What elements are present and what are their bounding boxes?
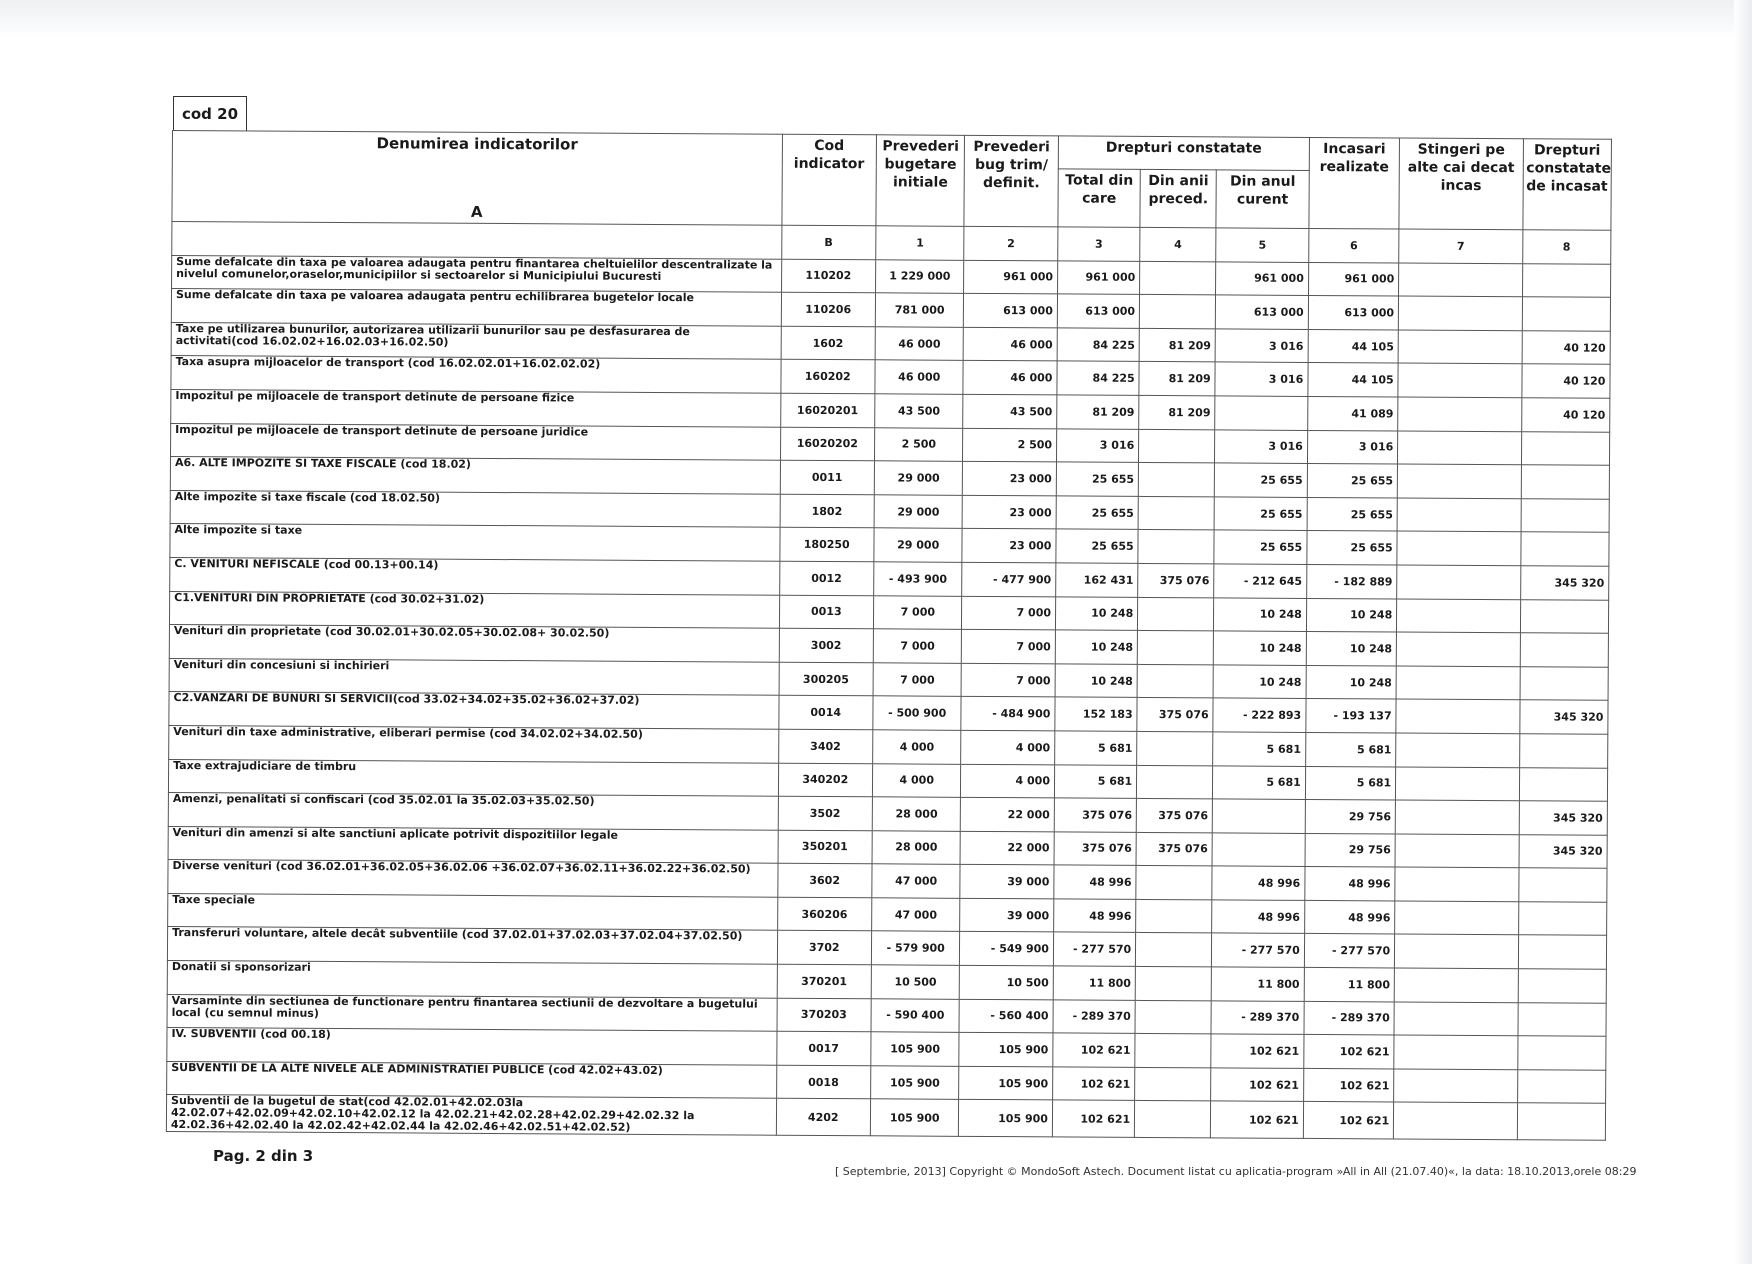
cell-prevederi-initiale: 7 000 <box>873 629 962 663</box>
header-drepturi-constatate: Drepturi constatate <box>1058 136 1309 170</box>
cell-prevederi-definitive: 613 000 <box>964 294 1058 328</box>
cell-drepturi-de-incasat: 345 320 <box>1520 566 1609 600</box>
cell-total-drepturi: 10 248 <box>1055 596 1137 630</box>
cell-indicator-name: Venituri din proprietate (cod 30.02.01+30.02.05+30.02.08+ 30.02.50) <box>169 625 779 662</box>
cell-din-anii-precedenti <box>1137 765 1213 799</box>
cell-cod-indicator: 370203 <box>777 998 872 1032</box>
cell-drepturi-de-incasat <box>1518 868 1607 902</box>
cell-cod-indicator: 160202 <box>780 360 875 394</box>
header-row-1 <box>172 131 1611 172</box>
cell-incasari-realizate: - 193 137 <box>1306 699 1397 733</box>
cell-incasari-realizate: - 289 370 <box>1304 1001 1395 1035</box>
cell-prevederi-initiale: 47 000 <box>872 864 961 898</box>
cell-drepturi-de-incasat: 40 120 <box>1521 398 1610 432</box>
cell-incasari-realizate: - 277 570 <box>1304 934 1395 968</box>
cell-prevederi-initiale: - 493 900 <box>874 562 963 596</box>
cell-total-drepturi: 5 681 <box>1055 731 1137 765</box>
cell-din-anul-curent: 613 000 <box>1216 295 1309 329</box>
cell-din-anul-curent: 102 621 <box>1211 1068 1304 1102</box>
cell-indicator-name: C. VENITURI NEFISCALE (cod 00.13+00.14) <box>170 557 780 594</box>
cell-drepturi-de-incasat: 345 320 <box>1519 834 1608 868</box>
cell-din-anii-precedenti <box>1135 1067 1211 1101</box>
cell-total-drepturi: 152 183 <box>1055 697 1137 731</box>
cell-stingeri <box>1394 968 1518 1002</box>
cell-cod-indicator: 3502 <box>778 796 873 830</box>
cell-stingeri <box>1394 1102 1518 1140</box>
cell-stingeri <box>1396 666 1520 700</box>
cell-stingeri <box>1396 733 1520 767</box>
cell-prevederi-definitive: 105 900 <box>959 1033 1053 1067</box>
cell-din-anul-curent: - 277 570 <box>1212 933 1305 967</box>
cell-cod-indicator: 3602 <box>777 863 872 897</box>
cell-prevederi-initiale: 7 000 <box>873 663 962 697</box>
cell-drepturi-de-incasat: 345 320 <box>1519 801 1608 835</box>
cell-indicator-name: C1.VENITURI DIN PROPRIETATE (cod 30.02+31.02) <box>169 591 779 628</box>
cell-din-anii-precedenti <box>1136 899 1212 933</box>
cell-prevederi-definitive: - 560 400 <box>959 999 1053 1033</box>
cell-din-anii-precedenti <box>1135 966 1211 1000</box>
cell-indicator-name: A6. ALTE IMPOZITE SI TAXE FISCALE (cod 18.02) <box>170 457 780 494</box>
cell-din-anul-curent: 102 621 <box>1211 1101 1304 1139</box>
cell-cod-indicator: 360206 <box>777 897 872 931</box>
cell-drepturi-de-incasat <box>1522 297 1611 331</box>
cell-din-anul-curent: 11 800 <box>1211 967 1304 1001</box>
cell-incasari-realizate: 11 800 <box>1304 967 1395 1001</box>
copyright-notice: [ Septembrie, 2013] Copyright © MondoSoft Astech. Document listat cu aplicatia-program »All in All (21.07.40)«, la data: 18.10.2013,orele 08:29 <box>835 1165 1637 1178</box>
cell-cod-indicator: 110202 <box>781 259 876 293</box>
cell-stingeri <box>1397 531 1521 565</box>
cell-prevederi-initiale: 47 000 <box>872 898 961 932</box>
cell-din-anul-curent: 5 681 <box>1213 765 1306 799</box>
cell-prevederi-initiale: 29 000 <box>874 495 963 529</box>
cell-total-drepturi: 81 209 <box>1057 395 1139 429</box>
cell-prevederi-initiale: 2 500 <box>875 427 964 461</box>
cell-indicator-name: Venituri din taxe administrative, eliberari permise (cod 34.02.02+34.02.50) <box>169 725 779 762</box>
cell-drepturi-de-incasat <box>1519 734 1608 768</box>
cell-cod-indicator: 370201 <box>777 964 872 998</box>
cell-cod-indicator: 0017 <box>776 1031 871 1065</box>
cell-din-anul-curent: 48 996 <box>1212 866 1305 900</box>
cell-din-anii-precedenti <box>1137 731 1213 765</box>
cell-stingeri <box>1398 363 1522 397</box>
cell-prevederi-definitive: 7 000 <box>962 596 1056 630</box>
cell-total-drepturi: 48 996 <box>1054 899 1136 933</box>
cell-din-anii-precedenti <box>1138 530 1214 564</box>
cell-din-anul-curent: 102 621 <box>1211 1034 1304 1068</box>
cell-prevederi-initiale: 28 000 <box>872 830 961 864</box>
cell-incasari-realizate: 25 655 <box>1307 464 1398 498</box>
cell-prevederi-definitive: - 549 900 <box>960 932 1054 966</box>
cell-stingeri <box>1394 1035 1518 1069</box>
cell-cod-indicator: 3402 <box>778 729 873 763</box>
cell-incasari-realizate: 102 621 <box>1303 1102 1394 1140</box>
cell-indicator-name: Taxe speciale <box>168 893 778 930</box>
cell-prevederi-definitive: 39 000 <box>960 898 1054 932</box>
cell-prevederi-initiale: 7 000 <box>874 595 963 629</box>
cell-indicator-name: Sume defalcate din taxa pe valoarea adaugata pentru finantarea cheltuielilor descentralizate la nivelul comunelor,oraselor,municipiilor si sectoarelor si Municipiului Bucuresti <box>172 255 782 292</box>
col-num-7: 7 <box>1399 229 1523 263</box>
cell-prevederi-definitive: 23 000 <box>963 495 1057 529</box>
cell-stingeri <box>1397 565 1521 599</box>
cell-cod-indicator: 0013 <box>779 595 874 629</box>
cell-cod-indicator: 340202 <box>778 763 873 797</box>
cell-din-anii-precedenti: 375 076 <box>1138 563 1214 597</box>
cell-total-drepturi: 102 621 <box>1052 1100 1134 1138</box>
cell-indicator-name: Taxe extrajudiciare de timbru <box>168 759 778 796</box>
cell-indicator-name: Sume defalcate din taxa pe valoarea adaugata pentru echilibrarea bugetelor locale <box>171 289 781 326</box>
header-prevederi-initiale: Prevederi bugetare initiale <box>876 135 965 227</box>
cell-prevederi-initiale: - 500 900 <box>873 696 962 730</box>
cell-din-anii-precedenti <box>1139 295 1215 329</box>
table-body <box>166 222 1611 1141</box>
cell-total-drepturi: 961 000 <box>1057 261 1139 295</box>
cell-indicator-name: Impozitul pe mijloacele de transport detinute de persoane juridice <box>171 423 781 460</box>
cell-total-drepturi: 375 076 <box>1054 832 1136 866</box>
cell-din-anul-curent: 3 016 <box>1215 362 1308 396</box>
cell-drepturi-de-incasat <box>1518 935 1607 969</box>
cell-total-drepturi: 5 681 <box>1054 764 1136 798</box>
cell-total-drepturi: 25 655 <box>1056 529 1138 563</box>
cell-indicator-name: SUBVENTII DE LA ALTE NIVELE ALE ADMINISTRATIEI PUBLICE (cod 42.02+43.02) <box>167 1061 777 1098</box>
cell-prevederi-definitive: 22 000 <box>961 797 1055 831</box>
cell-prevederi-initiale: 105 900 <box>870 1099 959 1137</box>
col-letter-b: B <box>781 225 876 259</box>
cell-total-drepturi: 3 016 <box>1056 428 1138 462</box>
cell-cod-indicator: 4202 <box>776 1099 871 1137</box>
header-din-anii-precedenti: Din anii preced. <box>1140 169 1216 228</box>
header-stingeri: Stingeri pe alte cai decat incas <box>1399 138 1523 230</box>
cell-incasari-realizate: 48 996 <box>1305 867 1396 901</box>
cell-indicator-name: C2.VANZARI DE BUNURI SI SERVICII(cod 33.02+34.02+35.02+36.02+37.02) <box>169 692 779 729</box>
cell-prevederi-initiale: 105 900 <box>871 1066 960 1100</box>
cell-prevederi-definitive: 961 000 <box>964 260 1058 294</box>
cell-stingeri <box>1396 632 1520 666</box>
cell-prevederi-definitive: 2 500 <box>963 428 1057 462</box>
cell-indicator-name: Diverse venituri (cod 36.02.01+36.02.05+36.02.06 +36.02.07+36.02.11+36.02.22+36.02.50) <box>168 860 778 897</box>
cell-din-anii-precedenti <box>1135 1000 1211 1034</box>
cell-prevederi-definitive: 4 000 <box>961 730 1055 764</box>
cell-prevederi-definitive: 105 900 <box>959 1100 1053 1138</box>
cell-din-anul-curent: 10 248 <box>1213 631 1306 665</box>
header-indicator-name-text: Denumirea indicatorilor <box>376 134 578 154</box>
cell-din-anul-curent: 3 016 <box>1215 429 1308 463</box>
cell-incasari-realizate: 48 996 <box>1304 900 1395 934</box>
col-num-3: 3 <box>1058 227 1140 261</box>
cell-stingeri <box>1397 599 1521 633</box>
cell-din-anul-curent: 25 655 <box>1214 530 1307 564</box>
cell-stingeri <box>1394 1002 1518 1036</box>
cell-indicator-name: Taxa asupra mijloacelor de transport (cod 16.02.02.01+16.02.02.02) <box>171 356 781 393</box>
cell-prevederi-initiale: 10 500 <box>871 965 960 999</box>
cell-din-anul-curent: 3 016 <box>1215 329 1308 363</box>
cell-prevederi-initiale: 781 000 <box>875 293 964 327</box>
cell-din-anul-curent <box>1212 833 1305 867</box>
cell-din-anii-precedenti <box>1138 597 1214 631</box>
cell-drepturi-de-incasat <box>1517 1070 1606 1104</box>
cell-din-anii-precedenti <box>1138 496 1214 530</box>
cell-stingeri <box>1395 934 1519 968</box>
cell-stingeri <box>1399 296 1523 330</box>
cell-din-anii-precedenti <box>1136 866 1212 900</box>
cell-prevederi-definitive: - 477 900 <box>962 562 1056 596</box>
cell-prevederi-initiale: 29 000 <box>874 528 963 562</box>
cell-indicator-name: Impozitul pe mijloacele de transport detinute de persoane fizice <box>171 389 781 426</box>
scan-shadow-top <box>0 0 1752 40</box>
cell-prevederi-initiale: 46 000 <box>875 327 964 361</box>
cell-incasari-realizate: 102 621 <box>1304 1035 1395 1069</box>
cell-prevederi-initiale: 28 000 <box>872 797 961 831</box>
cell-total-drepturi: 162 431 <box>1056 563 1138 597</box>
cell-drepturi-de-incasat <box>1519 767 1608 801</box>
cell-din-anii-precedenti <box>1137 664 1213 698</box>
cell-prevederi-definitive: 46 000 <box>963 361 1057 395</box>
cell-din-anii-precedenti <box>1135 1101 1211 1138</box>
cell-incasari-realizate: 3 016 <box>1307 430 1398 464</box>
cell-din-anii-precedenti <box>1138 463 1214 497</box>
col-num-5: 5 <box>1216 228 1309 262</box>
cell-stingeri <box>1394 1069 1518 1103</box>
cell-din-anul-curent: - 212 645 <box>1214 564 1307 598</box>
cell-stingeri <box>1395 800 1519 834</box>
cell-din-anii-precedenti: 81 209 <box>1139 362 1215 396</box>
cell-drepturi-de-incasat: 40 120 <box>1521 364 1610 398</box>
col-num-a <box>172 222 782 259</box>
cell-stingeri <box>1398 397 1522 431</box>
cell-incasari-realizate: 10 248 <box>1306 598 1397 632</box>
cell-indicator-name: Alte impozite si taxe fiscale (cod 18.02.50) <box>170 490 780 527</box>
cell-incasari-realizate: 29 756 <box>1305 800 1396 834</box>
cell-prevederi-definitive: 39 000 <box>960 865 1054 899</box>
cell-cod-indicator: 180250 <box>779 528 874 562</box>
cell-cod-indicator: 3002 <box>779 628 874 662</box>
cell-incasari-realizate: 25 655 <box>1307 531 1398 565</box>
cell-total-drepturi: 25 655 <box>1056 496 1138 530</box>
cell-stingeri <box>1398 330 1522 364</box>
cell-prevederi-definitive: - 484 900 <box>961 697 1055 731</box>
cell-din-anii-precedenti: 375 076 <box>1136 798 1212 832</box>
cell-din-anii-precedenti <box>1140 261 1216 295</box>
form-code-label: cod 20 <box>173 96 247 131</box>
cell-incasari-realizate: 10 248 <box>1306 632 1397 666</box>
header-indicator-name <box>172 131 782 226</box>
cell-din-anii-precedenti <box>1139 429 1215 463</box>
cell-prevederi-definitive: 105 900 <box>959 1066 1053 1100</box>
cell-din-anul-curent: 961 000 <box>1216 261 1309 295</box>
cell-incasari-realizate: 44 105 <box>1308 329 1399 363</box>
cell-incasari-realizate: 102 621 <box>1303 1068 1394 1102</box>
cell-drepturi-de-incasat: 40 120 <box>1522 331 1611 365</box>
cell-total-drepturi: 102 621 <box>1053 1033 1135 1067</box>
cell-din-anii-precedenti: 375 076 <box>1136 832 1212 866</box>
cell-stingeri <box>1399 263 1523 297</box>
cell-cod-indicator: 0014 <box>778 696 873 730</box>
col-num-6: 6 <box>1308 228 1399 262</box>
header-cod-indicator: Cod indicator <box>781 134 876 226</box>
cell-din-anii-precedenti <box>1136 933 1212 967</box>
cell-drepturi-de-incasat <box>1518 902 1607 936</box>
header-incasari-realizate: Incasari realizate <box>1309 137 1400 229</box>
cell-din-anul-curent: 10 248 <box>1213 665 1306 699</box>
cell-indicator-name: Venituri din amenzi si alte sanctiuni aplicate potrivit dispozitiilor legale <box>168 826 778 863</box>
cell-drepturi-de-incasat <box>1520 633 1609 667</box>
cell-din-anul-curent: 25 655 <box>1215 463 1308 497</box>
cell-cod-indicator: 300205 <box>779 662 874 696</box>
cell-incasari-realizate: 10 248 <box>1306 665 1397 699</box>
cell-drepturi-de-incasat <box>1517 1103 1606 1141</box>
cell-din-anul-curent: 25 655 <box>1214 497 1307 531</box>
cell-prevederi-initiale: 46 000 <box>875 360 964 394</box>
col-num-2: 2 <box>964 226 1058 260</box>
page-number: Pag. 2 din 3 <box>213 1147 314 1165</box>
cell-stingeri <box>1398 431 1522 465</box>
cell-incasari-realizate: 5 681 <box>1305 766 1396 800</box>
scan-shadow-right <box>1734 0 1752 1264</box>
cell-prevederi-initiale: 43 500 <box>875 394 964 428</box>
cell-prevederi-definitive: 7 000 <box>961 663 1055 697</box>
cell-cod-indicator: 16020202 <box>780 427 875 461</box>
cell-total-drepturi: 375 076 <box>1054 798 1136 832</box>
cell-prevederi-definitive: 22 000 <box>960 831 1054 865</box>
cell-prevederi-initiale: 4 000 <box>872 763 961 797</box>
col-num-8: 8 <box>1522 230 1611 264</box>
cell-stingeri <box>1397 464 1521 498</box>
cell-indicator-name: Subventii de la bugetul de stat(cod 42.02.01+42.02.03la 42.02.07+42.02.09+42.02.10+42.02.12 la 42.02.21+42.02.28+42.02.29+42.02.32 la 42.02.36+42.02.40 la 42.02.42+42.02.44 la 42.02.46+42.02.51+42.02.52) <box>166 1095 776 1136</box>
cell-prevederi-initiale: - 579 900 <box>871 931 960 965</box>
cell-drepturi-de-incasat <box>1520 532 1609 566</box>
cell-cod-indicator: 350201 <box>778 830 873 864</box>
col-num-1: 1 <box>876 226 965 260</box>
cell-prevederi-definitive: 46 000 <box>964 327 1058 361</box>
cell-indicator-name: Alte impozite si taxe <box>170 524 780 561</box>
cell-prevederi-initiale: - 590 400 <box>871 998 960 1032</box>
cell-prevederi-definitive: 23 000 <box>963 461 1057 495</box>
cell-drepturi-de-incasat <box>1521 498 1610 532</box>
cell-incasari-realizate: 613 000 <box>1308 296 1399 330</box>
cell-stingeri <box>1395 867 1519 901</box>
cell-incasari-realizate: 5 681 <box>1305 732 1396 766</box>
cell-din-anul-curent: 5 681 <box>1213 732 1306 766</box>
header-drepturi-de-incasat: Drepturi constatate de incasat <box>1522 139 1611 231</box>
header-prevederi-definitive: Prevederi bug trim/ definit. <box>964 135 1058 227</box>
cell-drepturi-de-incasat <box>1522 263 1611 297</box>
cell-incasari-realizate: 44 105 <box>1308 363 1399 397</box>
cell-stingeri <box>1396 699 1520 733</box>
header-din-anul-curent: Din anul curent <box>1216 170 1309 229</box>
cell-total-drepturi: 613 000 <box>1057 294 1139 328</box>
cell-indicator-name: Donatii si sponsorizari <box>167 961 777 998</box>
cell-prevederi-definitive: 4 000 <box>961 764 1055 798</box>
cell-drepturi-de-incasat: 345 320 <box>1519 700 1608 734</box>
cell-drepturi-de-incasat <box>1521 431 1610 465</box>
cell-indicator-name: Varsaminte din sectiunea de functionare pentru finantarea sectiunii de dezvoltare a bugetului local (cu semnul minus) <box>167 994 777 1031</box>
cell-total-drepturi: 10 248 <box>1055 664 1137 698</box>
header-col-letter-a: A <box>470 202 483 221</box>
cell-prevederi-definitive: 10 500 <box>960 965 1054 999</box>
cell-din-anul-curent: 48 996 <box>1212 900 1305 934</box>
cell-cod-indicator: 1602 <box>781 326 876 360</box>
cell-cod-indicator: 0018 <box>776 1065 871 1099</box>
cell-indicator-name: Taxe pe utilizarea bunurilor, autorizarea utilizarii bunurilor sau pe desfasurarea de activitati(cod 16.02.02+16.02.03+16.02.50) <box>171 322 781 359</box>
cell-din-anul-curent <box>1212 799 1305 833</box>
cell-prevederi-initiale: 105 900 <box>871 1032 960 1066</box>
cell-cod-indicator: 0011 <box>780 460 875 494</box>
cell-din-anii-precedenti: 81 209 <box>1139 395 1215 429</box>
cell-drepturi-de-incasat <box>1520 599 1609 633</box>
cell-stingeri <box>1395 834 1519 868</box>
cell-cod-indicator: 16020201 <box>780 393 875 427</box>
cell-total-drepturi: 11 800 <box>1053 966 1135 1000</box>
cell-cod-indicator: 0012 <box>779 561 874 595</box>
cell-indicator-name: Transferuri voluntare, altele decât subventiile (cod 37.02.01+37.02.03+37.02.04+37.02.50) <box>167 927 777 964</box>
cell-incasari-realizate: - 182 889 <box>1306 564 1397 598</box>
cell-incasari-realizate: 25 655 <box>1307 497 1398 531</box>
cell-prevederi-initiale: 4 000 <box>873 730 962 764</box>
cell-total-drepturi: 84 225 <box>1057 361 1139 395</box>
cell-din-anul-curent: - 289 370 <box>1211 1001 1304 1035</box>
cell-drepturi-de-incasat <box>1518 1002 1607 1036</box>
cell-din-anii-precedenti <box>1137 631 1213 665</box>
cell-drepturi-de-incasat <box>1520 666 1609 700</box>
cell-cod-indicator: 3702 <box>777 931 872 965</box>
cell-indicator-name: IV. SUBVENTII (cod 00.18) <box>167 1028 777 1065</box>
cell-total-drepturi: 102 621 <box>1053 1067 1135 1101</box>
cell-total-drepturi: 25 655 <box>1056 462 1138 496</box>
cell-incasari-realizate: 29 756 <box>1305 833 1396 867</box>
cell-din-anii-precedenti: 375 076 <box>1137 698 1213 732</box>
cell-total-drepturi: - 289 370 <box>1053 1000 1135 1034</box>
cell-indicator-name: Amenzi, penalitati si confiscari (cod 35.02.01 la 35.02.03+35.02.50) <box>168 793 778 830</box>
cell-indicator-name: Venituri din concesiuni si inchirieri <box>169 658 779 695</box>
cell-cod-indicator: 1802 <box>780 494 875 528</box>
col-num-4: 4 <box>1140 227 1216 261</box>
cell-din-anul-curent: 10 248 <box>1214 597 1307 631</box>
cell-prevederi-initiale: 1 229 000 <box>876 259 965 293</box>
cell-incasari-realizate: 41 089 <box>1307 396 1398 430</box>
cell-prevederi-definitive: 43 500 <box>963 394 1057 428</box>
header-total-din-care: Total din care <box>1058 169 1141 228</box>
cell-cod-indicator: 110206 <box>781 292 876 326</box>
cell-prevederi-initiale: 29 000 <box>874 461 963 495</box>
cell-prevederi-definitive: 23 000 <box>962 529 1056 563</box>
cell-drepturi-de-incasat <box>1518 969 1607 1003</box>
cell-total-drepturi: - 277 570 <box>1053 932 1135 966</box>
cell-prevederi-definitive: 7 000 <box>962 629 1056 663</box>
cell-din-anii-precedenti <box>1135 1034 1211 1068</box>
cell-incasari-realizate: 961 000 <box>1308 262 1399 296</box>
budget-table <box>166 130 1612 1141</box>
table-row <box>166 1095 1605 1141</box>
cell-total-drepturi: 48 996 <box>1054 865 1136 899</box>
cell-total-drepturi: 84 225 <box>1057 328 1139 362</box>
cell-din-anul-curent <box>1215 396 1308 430</box>
cell-stingeri <box>1397 498 1521 532</box>
cell-total-drepturi: 10 248 <box>1055 630 1137 664</box>
cell-stingeri <box>1396 766 1520 800</box>
cell-drepturi-de-incasat <box>1517 1036 1606 1070</box>
cell-drepturi-de-incasat <box>1521 465 1610 499</box>
cell-din-anul-curent: - 222 893 <box>1213 698 1306 732</box>
cell-din-anii-precedenti: 81 209 <box>1139 328 1215 362</box>
cell-stingeri <box>1395 901 1519 935</box>
